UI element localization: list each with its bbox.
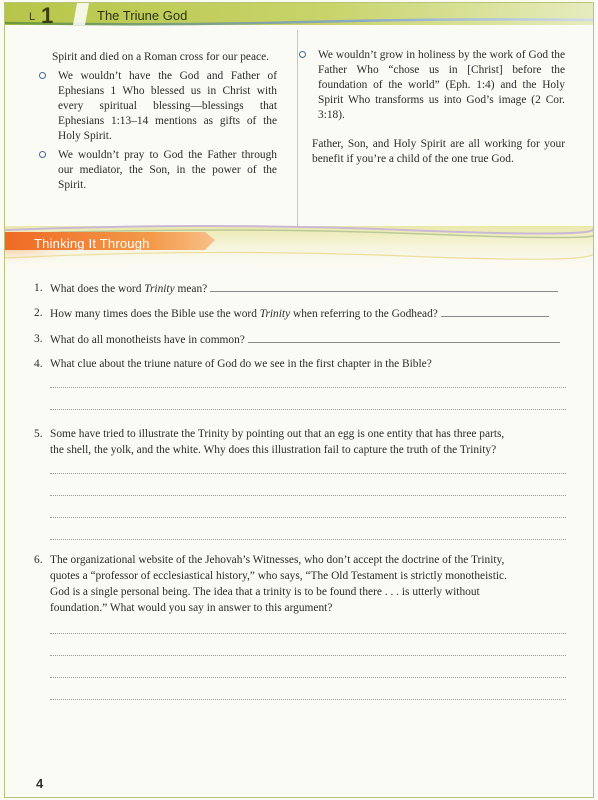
left-bullet-2-text: We wouldn’t pray to God the Father through our mediator, the Son, in the power of the Spirit. [58,149,277,191]
answer-line[interactable] [50,387,566,388]
circle-bullet-icon [299,51,306,58]
column-divider [297,30,298,228]
question-number: 5. [34,428,43,440]
lesson-number: 1 [41,3,54,28]
lesson-title: The Triune God [97,8,188,23]
question-number: 2. [34,307,43,319]
answer-line[interactable] [50,495,566,496]
answer-line[interactable] [50,655,566,656]
left-bullet-2 [52,148,277,193]
right-bullet [312,48,565,123]
page-number: 4 [36,776,44,791]
answer-line[interactable] [50,517,566,518]
question-text: The organizational website of the Jehovah’s Witnesses, who don’t accept the doctrine of the Trinity, quotes a “professor of ecclesiastical history,” who says, “The Old Testament is strictly monotheistic. God is a single personal being. The idea that a trinity is to be found there . . . is utterly without foundation.” What would you say in answer to this argument? [50,554,507,614]
left-bullet-1-text: We wouldn’t have the God and Father of Ephesians 1 Who blessed us in Christ with every spiritual blessing—blessings that Ephesians 1:13–14 mentions as gifts of the Holy Spirit. [58,70,277,142]
answer-blank[interactable] [248,331,560,343]
answer-line[interactable] [50,699,566,700]
header-banner [5,3,593,33]
question-text: Some have tried to illustrate the Trinity by pointing out that an egg is one entity that has three parts, the shell, the yolk, and the white. Why does this illustration fail to capture the truth of the Trinity? [50,428,505,456]
answer-line[interactable] [50,539,566,540]
question-number: 4. [34,358,43,370]
question-text: What does the word Trinity mean? [50,280,570,297]
right-closing-text: Father, Son, and Holy Spirit are all working for your benefit if you’re a child of the one true God. [312,138,565,165]
left-intro-text: Spirit and died on a Roman cross for our peace. [52,51,269,63]
answer-blank[interactable] [441,305,549,317]
lesson-header [5,3,593,29]
question-text: How many times does the Bible use the word Trinity when referring to the Godhead? [50,305,570,322]
answer-line[interactable] [50,409,566,410]
question-text: What clue about the triune nature of God do we see in the first chapter in the Bible? [50,358,432,370]
question-number: 6. [34,554,43,566]
question-number: 3. [34,333,43,345]
answer-line[interactable] [50,473,566,474]
question-text: What do all monotheists have in common? [50,331,570,348]
answer-line[interactable] [50,633,566,634]
section-title: Thinking It Through [34,236,150,251]
question-number: 1. [34,282,43,294]
answer-line[interactable] [50,677,566,678]
right-column [312,48,565,167]
circle-bullet-icon [39,151,46,158]
right-bullet-text: We wouldn’t grow in holiness by the work of God the Father Who “chose us in [Christ] before the foundation of the world” (Eph. 1:4) and the Holy Spirit Who transforms us into God’s image (2 Cor. 3:18). [318,49,565,121]
circle-bullet-icon [39,72,46,79]
lesson-prefix: L [29,11,36,23]
left-bullet-1 [52,69,277,144]
left-column [52,50,277,193]
answer-blank[interactable] [210,280,558,292]
